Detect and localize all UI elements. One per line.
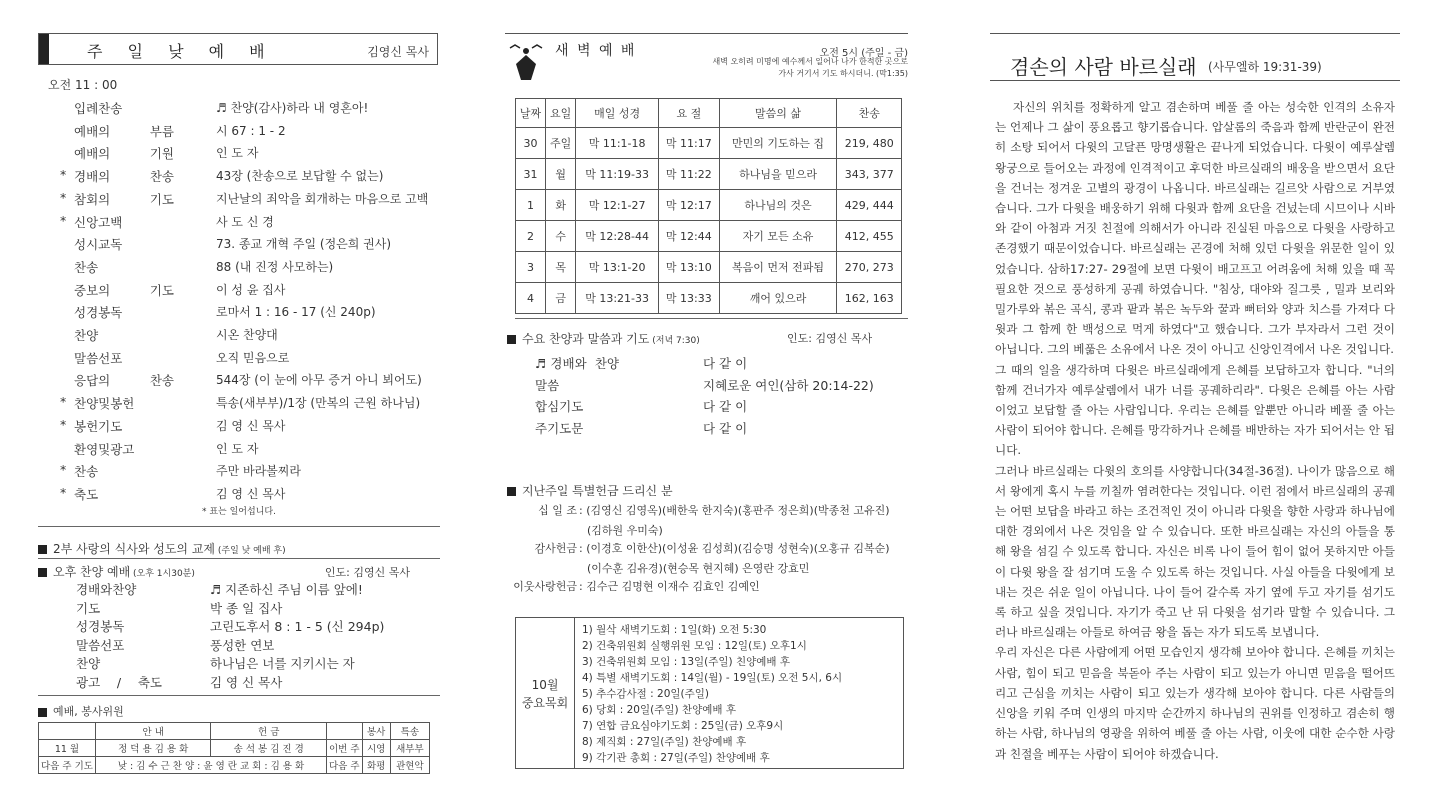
table-cell: 막 13:10 bbox=[659, 252, 720, 283]
order-name: 중보의 기도 bbox=[74, 282, 174, 298]
square-bullet-icon bbox=[38, 568, 47, 577]
sunday-title: 주 일 낮 예 배 bbox=[87, 42, 275, 61]
sunday-header bbox=[38, 33, 438, 65]
article-body bbox=[995, 97, 1395, 764]
event-item: 3) 건축위원회 모임 : 13일(주일) 친양예배 후 bbox=[582, 656, 791, 668]
table-cell: 다음 주 기도 bbox=[39, 757, 96, 774]
order-row bbox=[30, 440, 440, 462]
order-row bbox=[30, 281, 440, 303]
praying-figure-icon bbox=[507, 42, 545, 82]
order-row bbox=[535, 376, 895, 398]
square-bullet-icon bbox=[38, 708, 47, 717]
october-label: 10월 중요목회 bbox=[516, 618, 575, 768]
october-events-box bbox=[515, 617, 904, 769]
table-cell: 화 bbox=[546, 190, 576, 221]
order-content: 73. 종교 개혁 주일 (정은희 권사) bbox=[216, 237, 392, 252]
table-cell: 30 bbox=[516, 128, 546, 159]
table-cell: 1 bbox=[516, 190, 546, 221]
sunday-time: 오전 11 : 00 bbox=[48, 78, 118, 92]
order-name: ♬경배와 찬양 bbox=[535, 356, 619, 371]
dawn-header bbox=[505, 33, 908, 80]
order-content: 오직 믿음으로 bbox=[216, 350, 290, 365]
order-name: 신앙고백 bbox=[74, 214, 123, 230]
table-row bbox=[516, 252, 902, 283]
order-content: 로마서 1 : 16 - 17 (신 240p) bbox=[216, 305, 376, 320]
order-row bbox=[30, 144, 440, 166]
table-cell: 4 bbox=[516, 283, 546, 314]
middle-column bbox=[505, 0, 930, 801]
table-cell: 깨어 있으라 bbox=[719, 283, 837, 314]
order-name: 예배의 부름 bbox=[74, 123, 174, 139]
offering-names: : 김수근 김명현 이재수 김효인 김예인 bbox=[579, 580, 760, 593]
table-cell: 자기 모든 소유 bbox=[719, 221, 837, 252]
offering-label: 십 일 조 bbox=[538, 504, 577, 517]
order-name: 합심기도 bbox=[535, 399, 584, 414]
col-header: 요 절 bbox=[659, 99, 720, 128]
order-row bbox=[30, 673, 440, 695]
order-row bbox=[30, 349, 440, 371]
event-item: 2) 건축위원회 실행위원 모임 : 12일(토) 오후1시 bbox=[582, 640, 807, 652]
order-name: 응답의 찬송 bbox=[74, 373, 174, 389]
table-cell: 막 11:1-18 bbox=[576, 128, 659, 159]
table-cell: 막 13:1-20 bbox=[576, 252, 659, 283]
article-paragraph: 자신의 위치를 정확하게 알고 겸손하며 베풀 줄 아는 성숙한 인격의 소유자는 언제나 그 삶이 풍요롭고 향기롭습니다. 압살롬의 죽음과 함께 반란군이 완전히 소탕 되어서 다윗의 고달픈 망명생활은 끝나게 되었습니다. 다윗이 예루살렘 왕궁으로 들어오는 과정에 인격적이고 후덕한 바르실래의 배웅을 받으면서 요단을 건너는 정겨운 고별의 광경이 나옵니다. 바르실래는 길르앗 사람으로 거부였습니다. 그가 다윗을 배웅하기 위해 다윗과 함께 요단을 건넜는데 시므이나 시바와 같이 아첨과 거짓 친절에 의해서가 아니라 진실된 마음으로 다윗을 사랑하고 존경했기 때문이었습니다. 바르실래는 곤경에 처해 있던 다윗을 위문한 일이 있었습니다. 삼하17:27- 29절에 보면 다윗이 배고프고 어려움에 처해 있을 때 꼭 필요한 것으로 풍성하게 공궤 하였습니다. "침상, 대야와 질그릇 , 밀과 보리와 밀가루와 볶은 곡식, 콩과 팥과 볶은 녹두와 꿀과 뻐터와 양과 치스를 가져다 다윗과 그 함께 한 백성으로 먹게 하였다"고 했습니다. 그가 부자라서 그런 것이 아닙니다. 그의 베풂은 소유에서 나온 것이 아니고 신앙인격에서 나온 것입니다. bbox=[995, 100, 1395, 357]
order-content: ♬ 지존하신 주님 이름 앞에! bbox=[210, 582, 363, 597]
standing-mark: * bbox=[60, 416, 67, 432]
order-content: 풍성한 연보 bbox=[210, 637, 275, 653]
square-bullet-icon bbox=[507, 487, 516, 496]
order-row bbox=[535, 354, 895, 376]
order-content: 인 도 자 bbox=[216, 146, 259, 161]
order-name: 찬송 bbox=[74, 259, 99, 275]
table-cell: 하나님의 것은 bbox=[719, 190, 837, 221]
standing-mark: * bbox=[60, 462, 67, 478]
dawn-schedule-table bbox=[515, 98, 902, 314]
standing-mark: * bbox=[60, 167, 67, 183]
table-cell: 막 12:1-27 bbox=[576, 190, 659, 221]
order-row bbox=[30, 190, 440, 212]
table-cell: 343, 377 bbox=[837, 159, 902, 190]
table-cell: 3 bbox=[516, 252, 546, 283]
table-cell: 막 13:21-33 bbox=[576, 283, 659, 314]
offering-names: (이수훈 김유경)(현승목 현지혜) 은영란 강효민 bbox=[587, 562, 810, 575]
order-name: 찬송 bbox=[74, 464, 99, 480]
order-row bbox=[30, 122, 440, 144]
order-name: 주기도문 bbox=[535, 420, 584, 436]
afternoon-leader: 인도: 김영신 목사 bbox=[324, 566, 410, 579]
table-cell: 이번 주 bbox=[326, 740, 362, 757]
order-name: 성경봉독 bbox=[74, 305, 123, 321]
col-header: 찬송 bbox=[837, 99, 902, 128]
order-content: 주만 바라볼찌라 bbox=[216, 464, 301, 479]
order-content: 박 종 일 집사 bbox=[210, 600, 283, 616]
table-cell: 화평 bbox=[362, 757, 390, 774]
dawn-time: 오전 5시 (주일 - 금) bbox=[819, 48, 908, 59]
standing-mark: * bbox=[60, 212, 67, 228]
standing-mark: * bbox=[60, 394, 67, 410]
order-name: 환영및광고 bbox=[74, 441, 135, 457]
order-name: 찬양 bbox=[74, 328, 99, 343]
article-header bbox=[990, 33, 1400, 81]
table-cell: 412, 455 bbox=[837, 221, 902, 252]
divider bbox=[515, 318, 908, 319]
order-name: 예배의 기원 bbox=[74, 146, 174, 162]
col-header: 안 내 bbox=[95, 723, 211, 740]
dawn-verse: 새벽 오히려 미명에 예수께서 일어나 나가 한적한 곳으로 가사 거기서 기도 하시더니. (막1:35) bbox=[712, 57, 908, 78]
offerings-title: 지난주일 특별헌금 드리신 분 bbox=[507, 482, 673, 499]
article-paragraph: 그러나 바르실래는 다윗의 호의를 사양합니다(34절-36절). 나이가 많음으로 해서 왕에게 혹시 누를 끼칠까 염려한다는 것입니다. 이런 점에서 바르실래의 공궤는 어떤 보답을 바라고 하는 조건적인 것이 아니라 다윗을 향한 사랑과 하나님에 대한 경외에서 나온 것임을 알 수 있습니다. 또한 바르실래는 자신의 아들을 통해 왕을 섬길 수 있도록 합니다. 자신은 비록 나이 들어 힘이 없어 못하지만 아들이 다윗 왕을 잘 섬기며 도울 수 있도록 하는 것입니다. 사실 아들을 다윗에게 보내는 것은 쉬운 일이 아닙니다. 나이 들어 갈수록 자기 옆에 두고 자기를 섬기도록 하고 싶을 것입니다. 자기가 죽고 난 뒤 다윗을 섬기라 말할 수 있습니다. 그러나 바르실래는 아들로 하여금 왕을 돕는 자가 되도록 보냅니다. bbox=[995, 463, 1395, 640]
table-row bbox=[516, 190, 902, 221]
table-cell: 하나님을 믿으라 bbox=[719, 159, 837, 190]
table-cell: 시영 bbox=[362, 740, 390, 757]
table-cell: 31 bbox=[516, 159, 546, 190]
order-name: 경배와찬양 bbox=[76, 582, 137, 597]
order-row bbox=[30, 167, 440, 189]
order-row bbox=[30, 99, 440, 121]
square-bullet-icon bbox=[38, 545, 47, 554]
order-content: 김 영 신 목사 bbox=[216, 486, 286, 501]
col-header: 헌 금 bbox=[211, 723, 327, 740]
offering-label: 감사헌금 bbox=[534, 542, 577, 555]
table-cell: 낮 : 김 수 근 찬 양 : 윤 영 란 교 회 : 김 용 화 bbox=[95, 757, 326, 774]
article-reference: (사무엘하 19:31-39) bbox=[1208, 60, 1322, 74]
article-paragraph: 그 때의 일을 생각하며 다윗은 바르실래에게 은혜를 보답하고자 합니다. "너의 함께 건너가자 예루살렘에서 내가 너를 공궤하리라". 다윗은 은혜를 아는 사람이었고 보답할 줄 아는 사람입니다. 우리는 은혜를 알뿐만 아니라 베풀 줄 아는 사람이 되어야 합니다. 은혜를 망각하거나 은혜를 배반하는 자가 되어서는 안 됩니다. bbox=[995, 362, 1395, 458]
col-header: 날짜 bbox=[516, 99, 546, 128]
order-name: 참회의 기도 bbox=[74, 191, 174, 207]
article-paragraph: 우리 자신은 다른 사람에게 어떤 모습인지 생각해 보아야 합니다. 은혜를 끼치는 사람, 힘이 되고 믿음을 북돋아 주는 사람이 되고 있는가 아니면 믿음을 떨어뜨리고 근심을 끼치는 사람이 되고 있는가 생각해 보아야 합니다. 다른 사람들의 신앙을 키워 주며 인생의 마지막 순간까지 하나님의 권위를 인정하고 겸손히 행하는 사람, 하나님의 영광을 위하여 베풀 줄 아는 사람, 이웃에 대한 순수한 사랑과 친절을 베푸는 사람이 되어야 하겠습니다. bbox=[995, 645, 1395, 761]
table-cell: 219, 480 bbox=[837, 128, 902, 159]
table-cell: 수 bbox=[546, 221, 576, 252]
order-content: 다 같 이 bbox=[703, 399, 748, 414]
order-name: 말씀 bbox=[535, 377, 560, 393]
order-content: 특송(새부부)/1장 (만복의 근원 하나님) bbox=[216, 396, 421, 411]
order-content: 88 (내 진정 사모하는) bbox=[216, 259, 334, 274]
order-row bbox=[30, 462, 440, 484]
event-item: 7) 연합 금요심야기도회 : 25일(금) 오후9시 bbox=[582, 720, 784, 732]
order-content: 하나님은 너를 지키시는 자 bbox=[210, 656, 355, 672]
square-bullet-icon bbox=[507, 335, 516, 344]
order-name: 성시교독 bbox=[74, 237, 123, 253]
afternoon-title: 오후 찬양 예배 (오후 1시30분) bbox=[38, 563, 195, 580]
order-row bbox=[30, 326, 440, 348]
event-item: 8) 제직회 : 27일(주일) 찬양예배 후 bbox=[582, 736, 747, 748]
table-cell: 목 bbox=[546, 252, 576, 283]
table-cell: 2 bbox=[516, 221, 546, 252]
volunteers-table bbox=[38, 722, 430, 774]
order-name: 성경봉독 bbox=[76, 619, 125, 635]
offering-label: 이웃사랑헌금 bbox=[513, 580, 577, 593]
order-row bbox=[30, 303, 440, 325]
order-row bbox=[30, 417, 440, 439]
table-row bbox=[516, 159, 902, 190]
order-name: 축도 bbox=[74, 486, 99, 502]
order-row bbox=[30, 258, 440, 280]
table-cell: 막 11:19-33 bbox=[576, 159, 659, 190]
order-content: 지난날의 죄악을 회개하는 마음으로 고백 bbox=[216, 191, 429, 206]
table-row bbox=[516, 128, 902, 159]
header-bar bbox=[39, 34, 49, 64]
volunteers-title: 예배, 봉사위원 bbox=[38, 703, 124, 719]
divider bbox=[38, 558, 440, 559]
table-cell: 막 11:17 bbox=[659, 128, 720, 159]
table-cell: 복음이 먼저 전파됨 bbox=[719, 252, 837, 283]
order-row bbox=[30, 235, 440, 257]
order-name: 기도 bbox=[76, 600, 101, 616]
order-content: 사 도 신 경 bbox=[216, 214, 274, 229]
table-cell: 다음 주 bbox=[326, 757, 362, 774]
offering-names: : (김영신 김영옥)(배한욱 한지숙)(홍판주 정은희)(박종천 고유진) bbox=[579, 504, 890, 517]
table-cell: 막 12:44 bbox=[659, 221, 720, 252]
col-header: 매일 성경 bbox=[576, 99, 659, 128]
article-title: 겸손의 사람 바르실래 bbox=[1010, 55, 1197, 79]
order-content: 인 도 자 bbox=[216, 441, 259, 456]
event-item: 6) 당회 : 20일(주일) 찬양예배 후 bbox=[582, 704, 736, 716]
order-content: 지혜로운 여인(삼하 20:14-22) bbox=[703, 377, 874, 393]
order-content: 이 성 윤 집사 bbox=[216, 282, 286, 297]
sunday-leader: 김영신 목사 bbox=[367, 45, 429, 59]
table-cell: 만민의 기도하는 집 bbox=[719, 128, 837, 159]
order-row bbox=[535, 397, 895, 419]
table-cell: 막 11:22 bbox=[659, 159, 720, 190]
order-content: ♬ 찬양(감사)하라 내 영혼아! bbox=[216, 101, 369, 115]
table-row bbox=[516, 283, 902, 314]
october-events-list bbox=[582, 622, 842, 766]
table-cell: 정 덕 용 김 용 화 bbox=[95, 740, 211, 757]
divider bbox=[38, 526, 440, 527]
order-content: 시 67 : 1 - 2 bbox=[216, 123, 286, 138]
order-name: 말씀선포 bbox=[76, 637, 125, 653]
table-cell: 429, 444 bbox=[837, 190, 902, 221]
order-content: 김 영 신 목사 bbox=[210, 675, 283, 690]
order-content: 고린도후서 8 : 1 - 5 (신 294p) bbox=[210, 619, 385, 635]
event-item: 9) 각기관 총회 : 27일(주일) 찬양예배 후 bbox=[582, 752, 770, 764]
col-header: 요일 bbox=[546, 99, 576, 128]
table-cell: 270, 273 bbox=[837, 252, 902, 283]
sunday-column bbox=[30, 0, 450, 801]
standing-note: * 표는 일어섭니다. bbox=[202, 507, 276, 517]
table-cell: 금 bbox=[546, 283, 576, 314]
order-name: 찬양 bbox=[76, 656, 101, 672]
event-item: 4) 특별 새벽기도회 : 14일(월) - 19일(토) 오전 5시, 6시 bbox=[582, 672, 843, 684]
divider bbox=[38, 695, 440, 696]
col-header: 말씀의 삶 bbox=[719, 99, 837, 128]
offering-names: : (이경호 이한산)(이성윤 김성희)(김승명 성현숙)(오홍규 김복순) bbox=[579, 542, 890, 555]
event-item: 5) 추수감사절 : 20일(주일) bbox=[582, 688, 710, 700]
order-row bbox=[535, 419, 895, 441]
offering-names: (김하원 우미숙) bbox=[587, 524, 663, 537]
order-row bbox=[30, 371, 440, 393]
order-content: 시온 찬양대 bbox=[216, 328, 278, 342]
table-cell: 월 bbox=[546, 159, 576, 190]
order-name: 입례찬송 bbox=[74, 101, 123, 116]
table-cell: 송 석 봉 김 진 경 bbox=[211, 740, 327, 757]
order-name: 경배의 찬송 bbox=[74, 169, 174, 185]
table-row bbox=[516, 221, 902, 252]
order-content: 다 같 이 bbox=[703, 420, 748, 436]
order-name: 찬양및봉헌 bbox=[74, 396, 135, 412]
wednesday-leader: 인도: 김영신 목사 bbox=[787, 332, 873, 345]
col-header: 특송 bbox=[390, 723, 429, 740]
table-cell: 관현악 bbox=[390, 757, 429, 774]
order-row bbox=[30, 213, 440, 235]
order-name: 봉헌기도 bbox=[74, 418, 123, 434]
order-content: 43장 (찬송으로 보답할 수 없는) bbox=[216, 169, 384, 184]
table-cell: 막 12:17 bbox=[659, 190, 720, 221]
order-content: 김 영 신 목사 bbox=[216, 418, 286, 433]
table-cell: 막 12:28-44 bbox=[576, 221, 659, 252]
order-name: 광고 / 축도 bbox=[76, 675, 162, 690]
col-header: 봉사 bbox=[362, 723, 390, 740]
table-cell: 막 13:33 bbox=[659, 283, 720, 314]
part2-title: 2부 사랑의 식사와 성도의 교제 (주일 낮 예배 후) bbox=[38, 540, 286, 557]
order-content: 다 같 이 bbox=[703, 356, 748, 371]
order-content: 544장 (이 눈에 아무 증거 아니 뵈어도) bbox=[216, 373, 422, 388]
order-row bbox=[30, 394, 440, 416]
table-cell: 11 월 bbox=[39, 740, 96, 757]
table-cell: 주일 bbox=[546, 128, 576, 159]
dawn-title: 새 벽 예 배 bbox=[555, 43, 637, 59]
event-item: 1) 월삭 새벽기도회 : 1일(화) 오전 5:30 bbox=[582, 624, 767, 636]
wednesday-title: 수요 찬양과 말씀과 기도 (저녁 7:30) bbox=[507, 330, 700, 347]
order-name: 말씀선포 bbox=[74, 350, 123, 366]
standing-mark: * bbox=[60, 484, 67, 500]
article-column bbox=[990, 0, 1405, 801]
table-cell: 새부부 bbox=[390, 740, 429, 757]
standing-mark: * bbox=[60, 189, 67, 205]
table-cell: 162, 163 bbox=[837, 283, 902, 314]
